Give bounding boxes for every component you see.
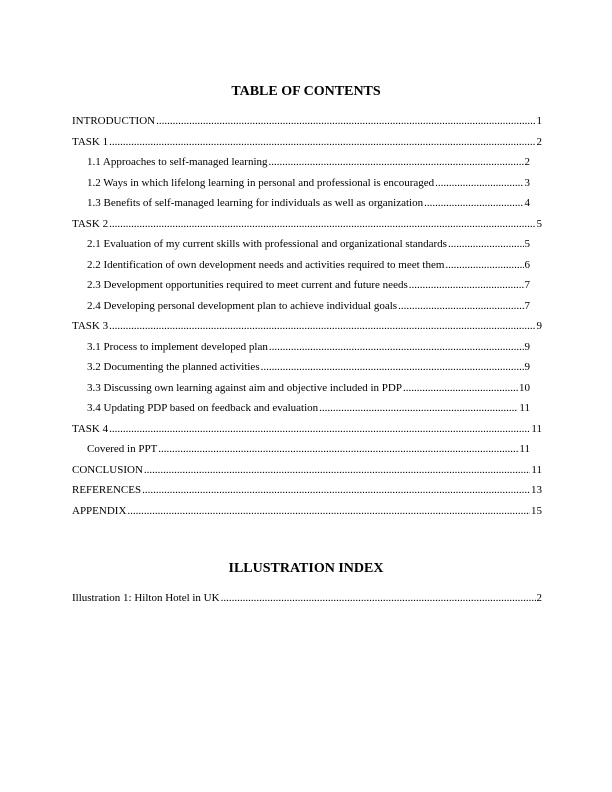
toc-list xyxy=(72,111,542,521)
toc-entry-3-4[interactable] xyxy=(72,398,542,419)
toc-entry-1-2[interactable] xyxy=(72,173,542,194)
toc-entry-label: TASK 4 xyxy=(72,422,109,435)
toc-page-number: 9 xyxy=(536,320,542,332)
toc-entry-label: 2.3 Development opportunities required to meet current and future needs xyxy=(87,279,408,291)
toc-page-number: 9 xyxy=(524,361,530,373)
toc-entry-label: 1.1 Approaches to self-managed learning xyxy=(87,156,268,168)
toc-entry-task-2[interactable] xyxy=(72,214,542,235)
toc-dot-leader xyxy=(109,316,535,337)
illustration-entry-1[interactable] xyxy=(72,588,542,609)
toc-entry-label: TASK 3 xyxy=(72,320,109,332)
toc-dot-leader xyxy=(319,398,518,419)
toc-page-number: 3 xyxy=(524,176,530,189)
toc-entry-label: APPENDIX xyxy=(72,504,127,517)
toc-dot-leader xyxy=(269,337,524,358)
toc-entry-label: TASK 2 xyxy=(72,217,109,230)
illustration-page-number: 2 xyxy=(536,592,542,604)
toc-entry-label: 2.2 Identification of own development needs and activities required to meet them xyxy=(87,258,445,271)
toc-dot-leader xyxy=(448,234,524,255)
toc-dot-leader xyxy=(435,173,523,194)
toc-entry-label: 1.2 Ways in which lifelong learning in personal and professional is encouraged xyxy=(87,176,435,189)
toc-dot-leader xyxy=(109,214,535,235)
toc-dot-leader xyxy=(142,480,530,501)
toc-entry-2-3[interactable] xyxy=(72,275,542,296)
toc-page-number: 11 xyxy=(519,402,530,414)
toc-entry-task-3[interactable] xyxy=(72,316,542,337)
toc-entry-introduction[interactable] xyxy=(72,111,542,132)
toc-page-number: 7 xyxy=(524,279,530,291)
toc-dot-leader xyxy=(158,439,518,460)
toc-entry-2-2[interactable] xyxy=(72,255,542,276)
toc-entry-1-3[interactable] xyxy=(72,193,542,214)
toc-page-number: 4 xyxy=(524,197,530,209)
toc-entry-3-2[interactable] xyxy=(72,357,542,378)
toc-dot-leader xyxy=(221,588,536,609)
toc-dot-leader xyxy=(409,275,524,296)
toc-entry-appendix[interactable] xyxy=(72,501,542,522)
toc-dot-leader xyxy=(424,193,523,214)
toc-entry-task-4[interactable] xyxy=(72,419,542,440)
toc-page-number: 7 xyxy=(524,299,530,312)
toc-dot-leader xyxy=(403,378,518,399)
toc-entry-2-4[interactable] xyxy=(72,296,542,317)
toc-page-number: 13 xyxy=(531,484,542,496)
toc-page-number: 10 xyxy=(519,381,530,394)
illustration-entry-label: Illustration 1: Hilton Hotel in UK xyxy=(72,592,220,604)
toc-dot-leader xyxy=(398,296,523,317)
toc-page-number: 1 xyxy=(536,115,542,127)
toc-entry-label: 1.3 Benefits of self-managed learning for individuals as well as organization xyxy=(87,197,424,209)
toc-page-number: 9 xyxy=(524,340,530,353)
toc-page-number: 2 xyxy=(536,135,542,148)
toc-dot-leader xyxy=(127,501,530,522)
toc-entry-references[interactable] xyxy=(72,480,542,501)
toc-entry-2-1[interactable] xyxy=(72,234,542,255)
toc-entry-label: 2.4 Developing personal development plan to achieve individual goals xyxy=(87,299,398,312)
toc-page-number: 6 xyxy=(524,258,530,271)
toc-dot-leader xyxy=(109,132,535,153)
toc-dot-leader xyxy=(109,419,530,440)
toc-page-number: 15 xyxy=(531,504,542,517)
toc-page-number: 11 xyxy=(531,422,542,435)
illustration-index-list xyxy=(72,588,542,609)
toc-entry-label: TASK 1 xyxy=(72,135,109,148)
toc-entry-label: 3.2 Documenting the planned activities xyxy=(87,361,260,373)
toc-dot-leader xyxy=(445,255,523,276)
toc-page-number: 11 xyxy=(531,463,542,476)
toc-dot-leader xyxy=(269,152,524,173)
toc-entry-label: INTRODUCTION xyxy=(72,115,156,127)
toc-entry-label: 2.1 Evaluation of my current skills with professional and organizational standards xyxy=(87,238,447,250)
toc-entry-label: REFERENCES xyxy=(72,484,142,496)
toc-entry-label: 3.3 Discussing own learning against aim and objective included in PDP xyxy=(87,381,402,394)
illustration-index-title: ILLUSTRATION INDEX xyxy=(228,561,384,576)
toc-dot-leader xyxy=(156,111,535,132)
toc-entry-label: CONCLUSION xyxy=(72,463,143,476)
toc-entry-1-1[interactable] xyxy=(72,152,542,173)
toc-entry-label: Covered in PPT xyxy=(87,443,158,455)
toc-entry-task-1[interactable] xyxy=(72,132,542,153)
toc-page-number: 11 xyxy=(519,443,530,455)
toc-entry-label: 3.1 Process to implement developed plan xyxy=(87,340,268,353)
toc-entry-covered-in-ppt[interactable] xyxy=(72,439,542,460)
toc-page-number: 5 xyxy=(536,217,542,230)
toc-entry-3-3[interactable] xyxy=(72,378,542,399)
toc-entry-conclusion[interactable] xyxy=(72,460,542,481)
toc-title: TABLE OF CONTENTS xyxy=(231,84,381,99)
toc-dot-leader xyxy=(144,460,531,481)
toc-entry-label: 3.4 Updating PDP based on feedback and evaluation xyxy=(87,402,319,414)
toc-page-number: 2 xyxy=(524,156,530,168)
toc-page-number: 5 xyxy=(524,238,530,250)
toc-entry-3-1[interactable] xyxy=(72,337,542,358)
toc-dot-leader xyxy=(261,357,524,378)
